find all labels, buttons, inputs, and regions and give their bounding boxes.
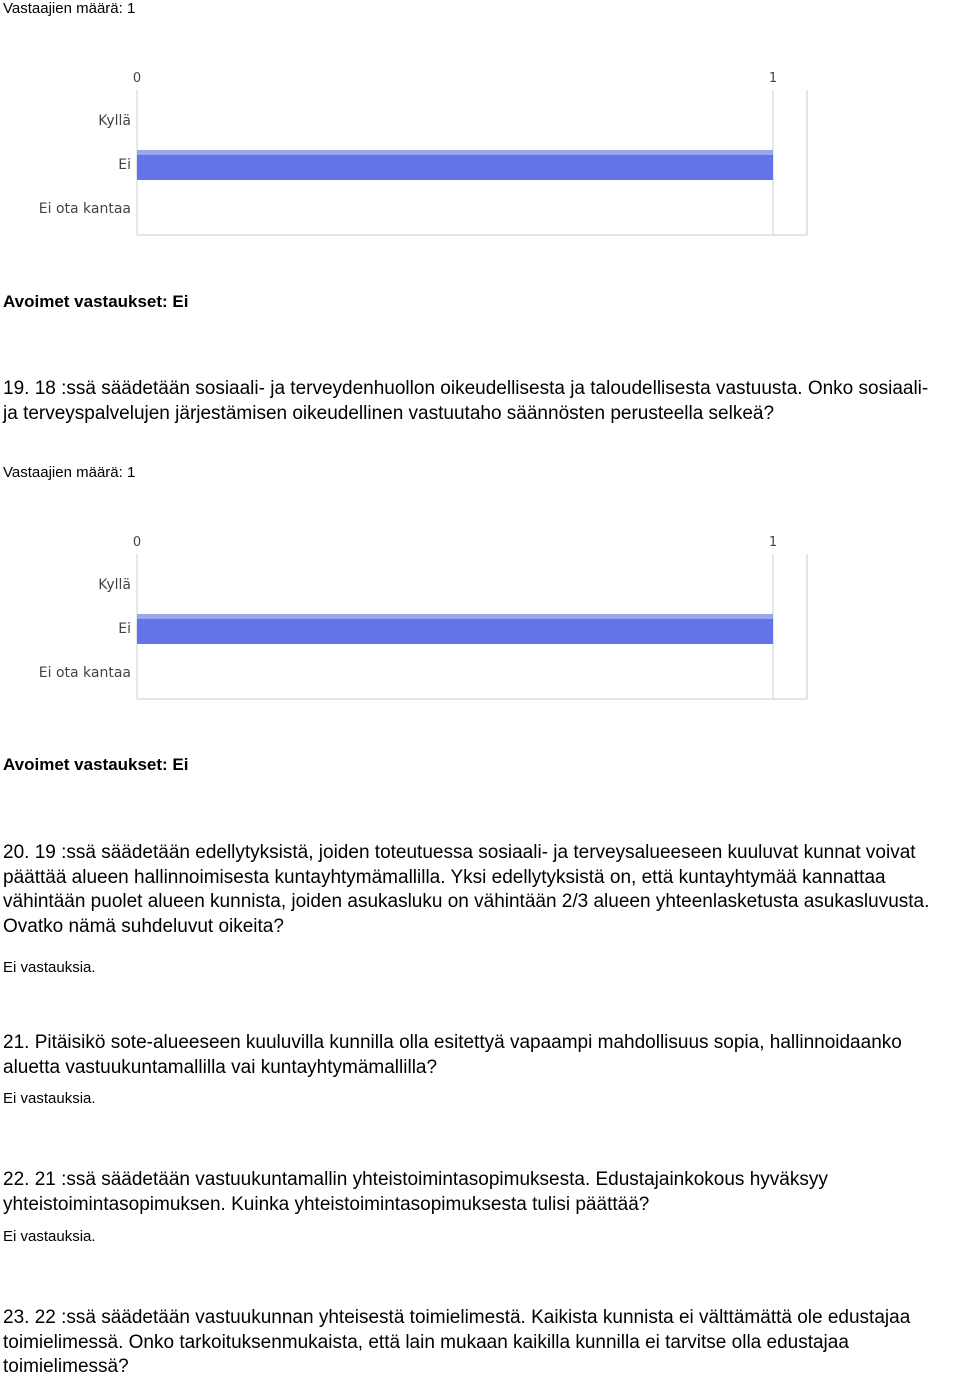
category-label: Ei <box>118 621 131 637</box>
tick-label: 1 <box>768 535 778 550</box>
category-label: Ei <box>118 157 131 173</box>
question-23-text: 23. 22 :ssä säädetään vastuukunnan yhteisestä toimielimestä. Kaikista kunnista ei välttämättä ole edustajaa toimielimessä. Onko tarkoituksenmukaista, että lain mukaan kaikilla kunnilla ei tarvitse olla edustajaa toimielimessä? <box>3 1307 911 1377</box>
bar-chart-1 <box>0 60 820 240</box>
open-answers-label: Avoimet vastaukset: Ei <box>3 292 189 311</box>
bar-chart-2 <box>0 524 820 704</box>
question-21-text: 21. Pitäisikö sote-alueeseen kuuluvilla kunnilla olla esitettyä vapaampi mahdollisuus sopia, hallinnoidaanko aluetta vastuukuntamallilla vai kuntayhtymämallilla? <box>3 1032 902 1078</box>
respondent-count: Vastaajien määrä: 1 <box>3 0 136 17</box>
tick-label: 1 <box>768 71 778 86</box>
question-22-text: 22. 21 :ssä säädetään vastuukuntamallin yhteistoimintasopimuksesta. Edustajainkokous hyväksyy yhteistoimintasopimuksen. Kuinka yhteistoimintasopimuksesta tulisi päättää? <box>3 1169 828 1215</box>
respondent-count: Vastaajien määrä: 1 <box>3 464 136 481</box>
question-19-text: 19. 18 :ssä säädetään sosiaali- ja terveydenhuollon oikeudellisesta ja taloudellisesta vastuusta. Onko sosiaali- ja terveyspalvelujen järjestämisen oikeudellinen vastuutaho säännösten perusteella selkeä? <box>3 378 929 424</box>
category-label: Kyllä <box>98 577 131 593</box>
no-answers-label: Ei vastauksia. <box>3 1090 96 1107</box>
category-label: Ei ota kantaa <box>38 201 131 217</box>
tick-label: 0 <box>132 535 142 550</box>
tick-label: 0 <box>132 71 142 86</box>
open-answers-label: Avoimet vastaukset: Ei <box>3 755 189 774</box>
no-answers-label: Ei vastauksia. <box>3 959 96 976</box>
no-answers-label: Ei vastauksia. <box>3 1228 96 1245</box>
category-label: Ei ota kantaa <box>38 665 131 681</box>
question-20-text: 20. 19 :ssä säädetään edellytyksistä, joiden toteutuessa sosiaali- ja terveysalueeseen kuuluvat kunnat voivat päättää alueen hallinnoimisesta kuntayhtymämallilla. Yksi edellytyksistä on, että kuntayhtymää kannattaa vähintään puolet alueen kunnista, joiden asukasluku on vähintään 2/3 alueen yhteenlasketusta asukasluvusta. Ovatko nämä suhdeluvut oikeita? <box>3 842 930 937</box>
category-label: Kyllä <box>98 113 131 129</box>
bar-highlight <box>137 614 773 619</box>
bar-highlight <box>137 150 773 155</box>
